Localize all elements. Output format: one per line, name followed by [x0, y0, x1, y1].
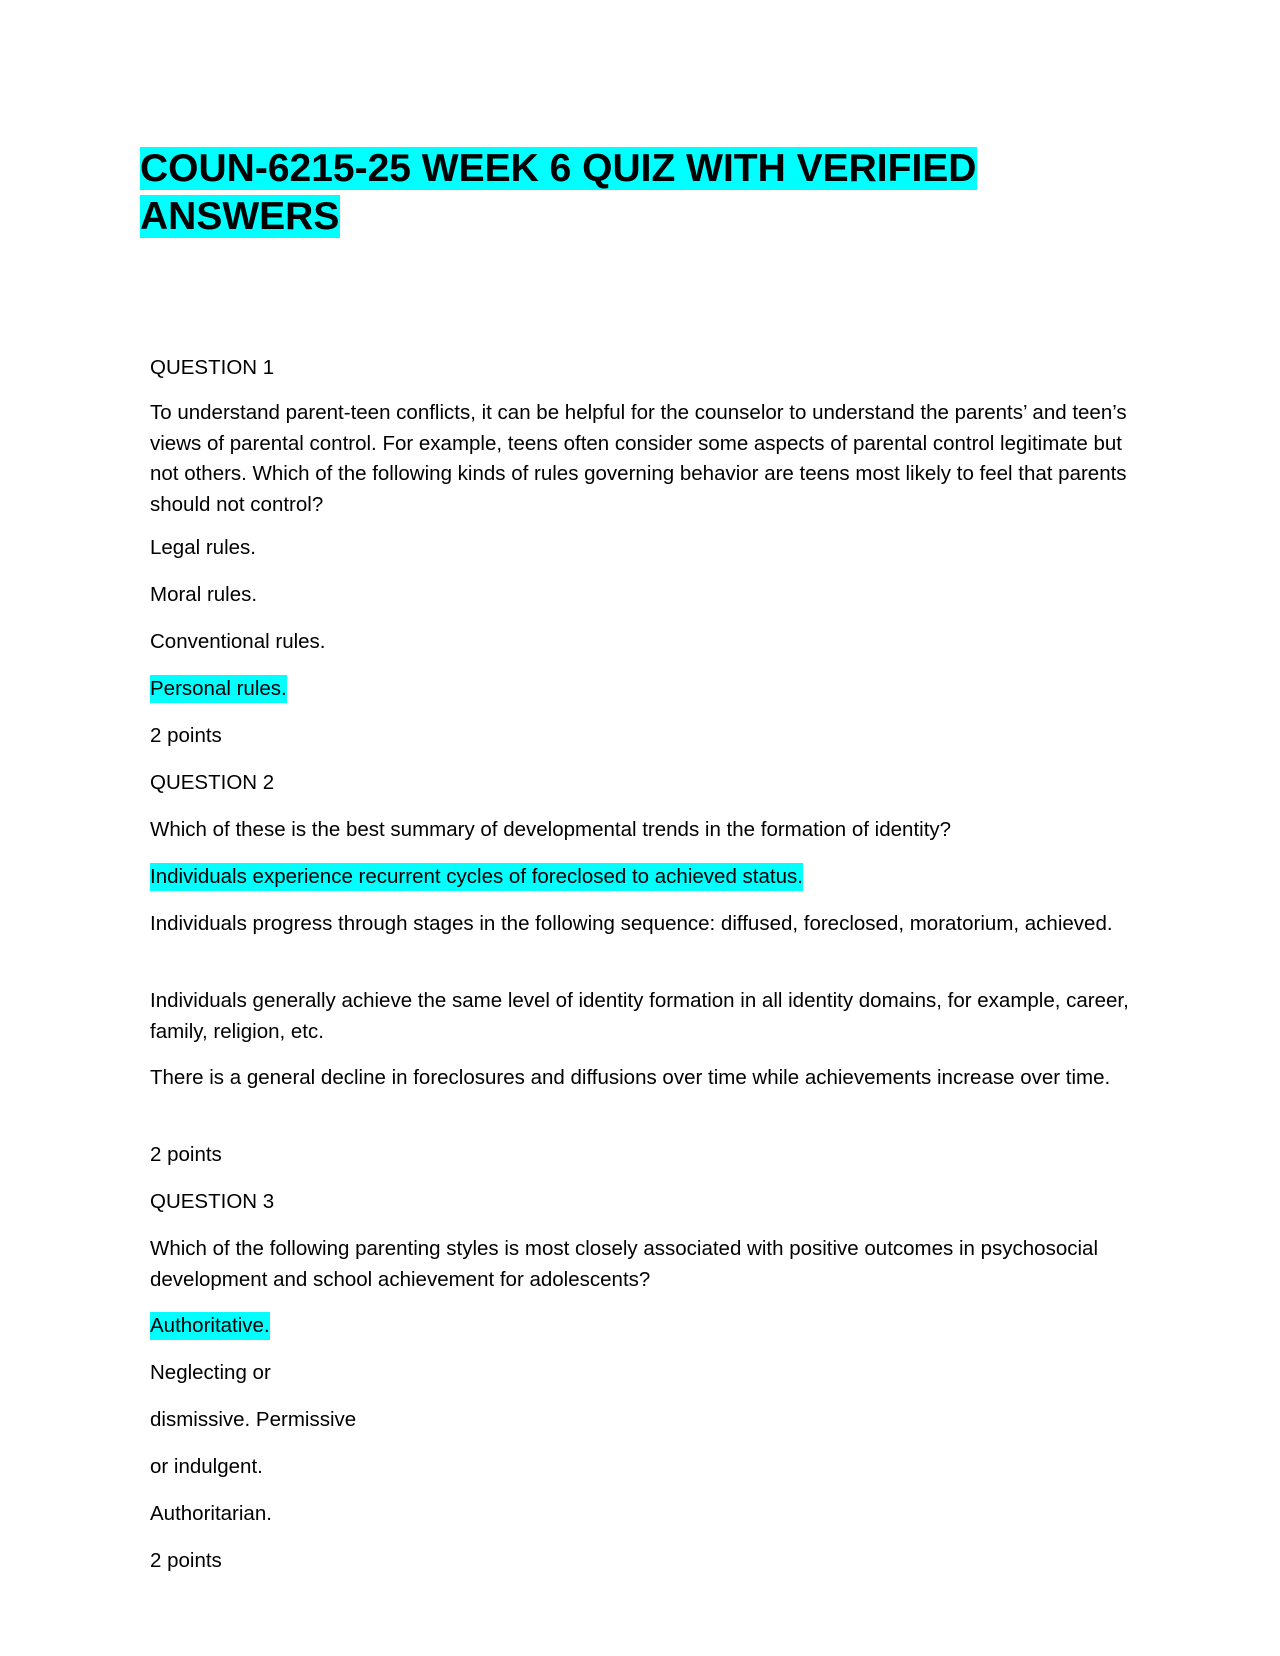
document-title	[140, 145, 1100, 241]
question-2-heading: QUESTION 2	[150, 771, 275, 794]
question-3-option-1-correct[interactable]: Authoritative.	[150, 1311, 1140, 1342]
question-1-option-1[interactable]: Legal rules.	[150, 536, 256, 559]
question-2-prompt: Which of these is the best summary of developmental trends in the formation of identity?	[150, 818, 952, 841]
question-2-option-4[interactable]: There is a general decline in foreclosures and diffusions over time while achievements increase over time.	[150, 1066, 1111, 1089]
question-1-heading: QUESTION 1	[150, 356, 275, 379]
question-1-option-4-correct[interactable]: Personal rules.	[150, 674, 1140, 705]
title-line-2: ANSWERS	[140, 195, 340, 238]
question-2-option-2[interactable]: Individuals progress through stages in the following sequence: diffused, foreclosed, moratorium, achieved.	[150, 912, 1113, 935]
question-3-option-5[interactable]: Authoritarian.	[150, 1502, 272, 1525]
question-3-option-4[interactable]: or indulgent.	[150, 1455, 263, 1478]
question-3-option-3[interactable]: dismissive. Permissive	[150, 1408, 357, 1431]
question-1-points: 2 points	[150, 724, 222, 747]
question-1-prompt: To understand parent-teen conflicts, it can be helpful for the counselor to understand the parents’ and teen’s views of parental control. For example, teens often consider some aspects of parental control legitimate but not others. Which of the following kinds of rules governing behavior are teens most likely to feel that parents should not control?	[150, 401, 1127, 516]
question-2-option-1-correct[interactable]: Individuals experience recurrent cycles of foreclosed to achieved status.	[150, 862, 1140, 893]
question-1-option-3[interactable]: Conventional rules.	[150, 630, 326, 653]
question-2-option-3[interactable]: Individuals generally achieve the same level of identity formation in all identity domains, for example, career, family, religion, etc.	[150, 989, 1129, 1043]
question-3-prompt: Which of the following parenting styles is most closely associated with positive outcomes in psychosocial development and school achievement for adolescents?	[150, 1237, 1098, 1291]
question-3-option-2[interactable]: Neglecting or	[150, 1361, 271, 1384]
question-2-points: 2 points	[150, 1143, 222, 1166]
question-1-option-2[interactable]: Moral rules.	[150, 583, 258, 606]
question-3-heading: QUESTION 3	[150, 1190, 275, 1213]
title-line-1: COUN-6215-25 WEEK 6 QUIZ WITH VERIFIED	[140, 147, 977, 190]
question-3-points: 2 points	[150, 1549, 222, 1572]
